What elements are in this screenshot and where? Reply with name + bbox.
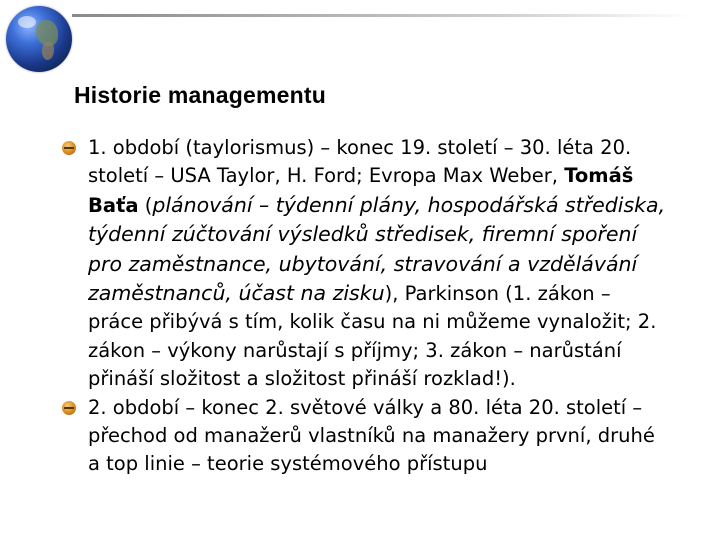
bullet-list bbox=[60, 134, 670, 479]
list-item bbox=[60, 134, 670, 394]
globe-icon bbox=[6, 6, 72, 72]
item-italic-text: plánování – týdenní plány, hospodářská střediska, týdenní zúčtování výsledků středisek, firemní spoření pro zaměstnance, ubytování, stravování a vzdělávání zaměstnanců, účast na zisku bbox=[88, 192, 666, 306]
item-text: ( bbox=[138, 193, 153, 217]
slide-title: Historie managementu bbox=[74, 82, 326, 108]
list-item bbox=[60, 394, 670, 479]
bullet-icon bbox=[62, 401, 76, 415]
item-text: 1. období (taylorismus) – konec 19. století – 30. léta 20. století – USA Taylor, H. Ford; Evropa Max Weber, bbox=[88, 136, 632, 188]
bullet-icon bbox=[62, 141, 76, 155]
item-bold-text: Tomáš Baťa bbox=[88, 164, 634, 217]
header-rule bbox=[72, 14, 692, 17]
item-text: ), Parkinson (1. zákon – práce přibývá s tím, kolik času na ni můžeme vynaložit; 2. zákon – výkony narůstají s příjmy; 3. zákon – narůstání přináší složitost a složitost přináší rozklad!). bbox=[88, 282, 657, 391]
item-text: 2. období – konec 2. světové války a 80. léta 20. století – přechod od manažerů vlastníků na manažery první, druhé a top linie – teorie systémového přístupu bbox=[88, 395, 655, 476]
